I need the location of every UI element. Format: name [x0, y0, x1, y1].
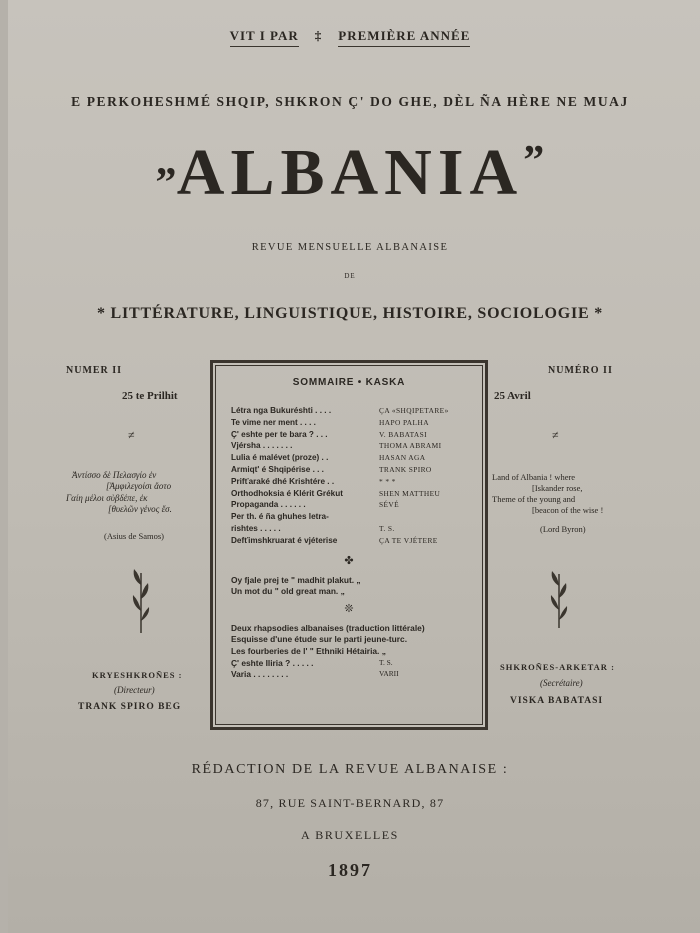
- toc-entry-title: Per th. é ña ghuhes letra-: [231, 512, 329, 522]
- toc-entry-author: ÇA TE VJÉTERE: [379, 535, 438, 545]
- toc-entry-title: Defťimshkruarat é vjéterise: [231, 535, 338, 545]
- byron-attribution: (Lord Byron): [540, 524, 586, 534]
- year-line: 1897: [328, 860, 372, 880]
- toc-entry: [225, 406, 473, 418]
- toc-entry-title: rishtes . . . . .: [231, 523, 281, 533]
- toc-entry: [225, 634, 473, 646]
- topics-line: * LITTÉRATURE, LINGUISTIQUE, HISTOIRE, SOCIOLOGIE *: [96, 305, 604, 322]
- header-separator: ‡: [314, 28, 323, 43]
- toc-entry-author: SÉVÉ: [379, 500, 400, 510]
- secretary-label: SHKROÑES-ARKETAR :: [500, 662, 615, 672]
- right-number: NUMÉRO II: [548, 365, 613, 376]
- secretary-role: (Secrétaire): [540, 678, 583, 688]
- greek-line: Ἀντίσσο δὲ Πελασγίο ἐν: [72, 470, 157, 480]
- left-mark: ≠: [128, 428, 135, 442]
- toc-entry: [225, 669, 473, 681]
- wheat-ornament-right: [546, 568, 572, 630]
- toc-entry: [225, 441, 473, 453]
- toc-entry: [225, 465, 473, 477]
- star-ornament-icon: ❊: [344, 602, 354, 615]
- right-date: 25 Avril: [494, 390, 531, 402]
- address-line: 87, RUE SAINT-BERNARD, 87: [255, 796, 445, 810]
- toc-entry-title: Prifťaraké dhé Krishtére . .: [231, 476, 335, 486]
- toc-entry: [225, 418, 473, 430]
- editor-label: KRYESHKROÑES :: [92, 670, 183, 680]
- toc-entry: [225, 500, 473, 512]
- french-toc-list: [225, 623, 473, 681]
- toc-list: [225, 406, 473, 548]
- toc-entry-title: Ç' eshte per te bara ? . . .: [231, 429, 328, 439]
- subtitle: E PERKOHESHMÉ SHQIP, SHKRON Ç' DO GHE, DÈL ÑA HÈRE NE MUAJ: [71, 94, 629, 109]
- toc-entry-title: Ç' eshte Iliria ? . . . . .: [231, 657, 314, 668]
- sommaire-box: [210, 360, 488, 730]
- toc-entry-title: Les fourberies de l' " Ethniki Hétairia. „: [231, 645, 386, 656]
- wheat-ornament-left: [128, 565, 154, 635]
- journal-title: [0, 136, 700, 209]
- left-date: 25 te Prilhit: [122, 390, 178, 402]
- toc-entry-author: HASAN AGA: [379, 453, 426, 463]
- header-line: [0, 28, 700, 47]
- toc-entry-title: Orthodhoksia é Klérit Grékut: [231, 488, 343, 498]
- byron-quote: [492, 472, 632, 516]
- toc-entry: [225, 658, 473, 670]
- toc-entry-title: Létra nga Bukuréshti . . . .: [231, 406, 332, 415]
- toc-entry-title: Vjérsha . . . . . . .: [231, 441, 293, 451]
- toc-entry-author: T. S.: [379, 523, 395, 533]
- quote-line-1: Oy fjale prej te " madhit plakut. „: [231, 574, 361, 585]
- toc-entry-author: V. BABATASI: [379, 429, 428, 439]
- toc-entry-author: * * *: [379, 476, 396, 486]
- quote-line: [Iskander rose,: [532, 483, 583, 494]
- toc-entry: [225, 623, 473, 635]
- editor-name: TRANK SPIRO BEG: [78, 702, 182, 712]
- city-line: A BRUXELLES: [301, 828, 399, 842]
- toc-entry: [225, 536, 473, 548]
- quote-line: Land of Albania ! where: [492, 472, 576, 482]
- header-left: VIT I PAR: [230, 28, 299, 47]
- toc-entry-author: ÇA «SHQIPETARE»: [379, 406, 449, 415]
- toc-entry-author: HAPO PALHA: [379, 417, 429, 427]
- toc-entry-author: TRANK SPIRO: [379, 464, 432, 474]
- editor-role: (Directeur): [114, 685, 155, 695]
- greek-line: Γαίη μέλοι σὺβδέπε, ἐκ: [66, 492, 148, 503]
- toc-entry-title: Propaganda . . . . . .: [231, 500, 306, 510]
- toc-entry-author: T. S.: [379, 657, 393, 667]
- toc-entry: [225, 489, 473, 501]
- toc-entry-author: VARII: [379, 669, 399, 679]
- title-open-quote: „: [155, 138, 177, 184]
- toc-entry-title: Te vime ner ment . . . .: [231, 417, 316, 427]
- toc-entry-author: SHEN MATTHEU: [379, 488, 441, 498]
- revue-line: REVUE MENSUELLE ALBANAISE: [251, 242, 449, 253]
- greek-verse: [66, 470, 206, 515]
- title-close-quote: ”: [523, 138, 545, 184]
- de-line: DE: [344, 272, 356, 280]
- toc-entry: [225, 646, 473, 658]
- toc-entry: [225, 512, 473, 524]
- toc-entry-title: Deux rhapsodies albanaises (traduction littérale): [231, 622, 425, 633]
- quote-line-2: Un mot du " old great man. „: [231, 586, 345, 597]
- sommaire-heading: SOMMAIRE • KASKA: [292, 377, 406, 388]
- greek-attribution: (Asius de Samos): [104, 531, 164, 541]
- secretary-name: VISKA BABATASI: [510, 696, 604, 706]
- title-word: ALBANIA: [176, 136, 524, 209]
- toc-entry: [225, 524, 473, 536]
- redaction-line: RÉDACTION DE LA REVUE ALBANAISE :: [191, 762, 509, 777]
- toc-entry-title: Lulia é malévet (proze) . .: [231, 453, 329, 463]
- quote-line: Theme of the young and: [492, 494, 576, 505]
- toc-entry: [225, 453, 473, 465]
- quote-line: [beacon of the wise !: [532, 505, 604, 516]
- toc-entry: [225, 477, 473, 489]
- toc-entry: [225, 430, 473, 442]
- left-number: NUMER II: [66, 365, 123, 376]
- greek-line: [Ἀμφιλεγοίσι ἄοτο: [106, 481, 172, 492]
- toc-entry-author: THOMA ABRAMI: [379, 441, 442, 451]
- flower-ornament-icon: ✤: [344, 554, 354, 567]
- toc-entry-title: Esquisse d'une étude sur le parti jeune-turc.: [231, 634, 408, 645]
- header-right: PREMIÈRE ANNÉE: [338, 28, 470, 47]
- toc-entry-title: Varia . . . . . . . .: [231, 669, 289, 680]
- greek-line: [θυελῶν γένος ἔσ.: [108, 503, 172, 514]
- toc-entry-title: Armiqt' é Shqipérise . . .: [231, 464, 324, 474]
- right-mark: ≠: [552, 428, 559, 442]
